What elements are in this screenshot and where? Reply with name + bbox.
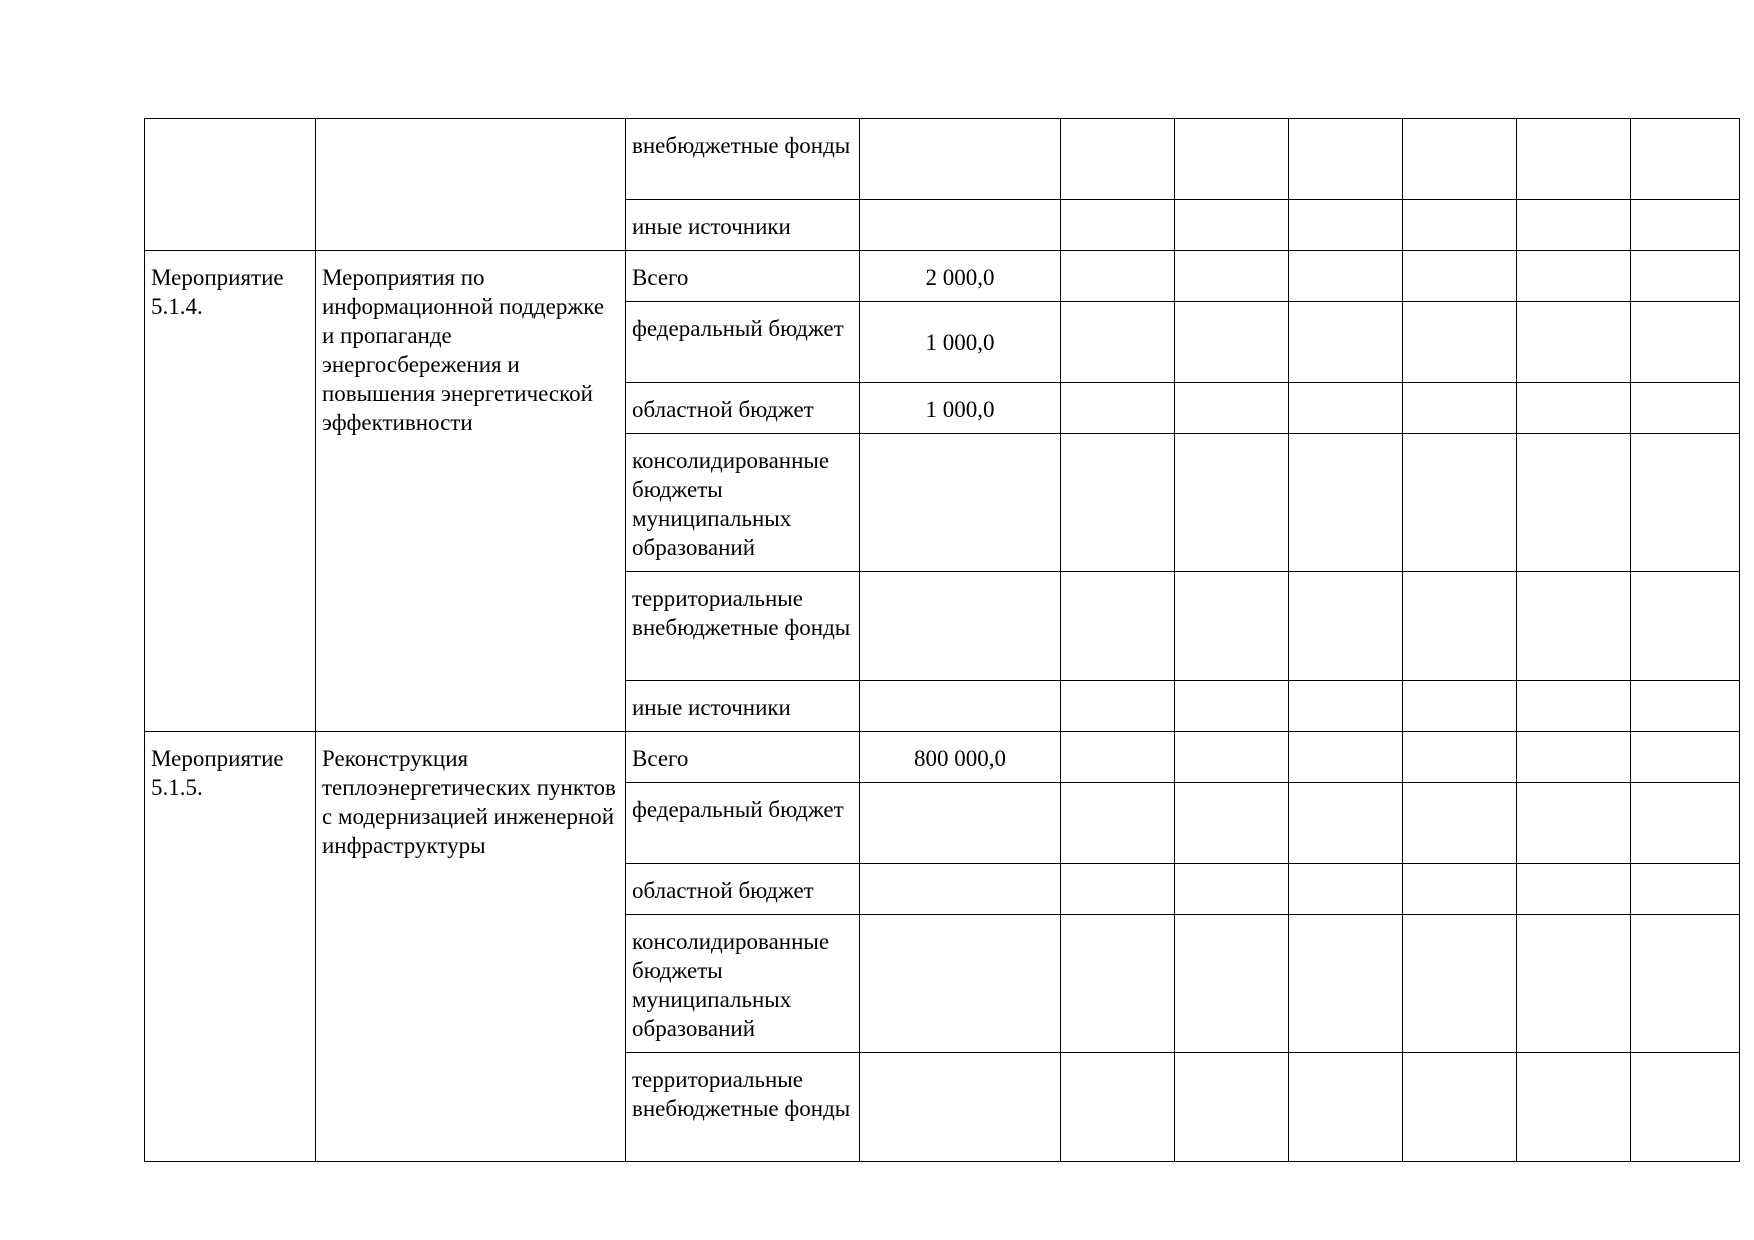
- empty-cell: [1631, 302, 1740, 383]
- empty-cell: [1289, 251, 1403, 302]
- empty-cell: [1631, 119, 1740, 200]
- source-label: областной бюджет: [626, 383, 860, 434]
- empty-cell: [1631, 434, 1740, 572]
- empty-cell: [1289, 434, 1403, 572]
- empty-cell: [1403, 302, 1517, 383]
- empty-cell: [1289, 119, 1403, 200]
- empty-cell: [1061, 383, 1175, 434]
- empty-cell: [1175, 302, 1289, 383]
- value-cell: [860, 681, 1061, 732]
- value-total: 2 000,0: [860, 251, 1061, 302]
- source-label: федеральный бюджет: [626, 302, 860, 383]
- empty-cell: [1061, 1053, 1175, 1162]
- empty-cell: [1175, 383, 1289, 434]
- empty-cell: [1517, 572, 1631, 681]
- value-cell: [860, 783, 1061, 864]
- empty-cell: [1517, 915, 1631, 1053]
- empty-cell: [1061, 864, 1175, 915]
- empty-cell: [1517, 434, 1631, 572]
- empty-cell: [1403, 200, 1517, 251]
- source-label: консолидированные бюджеты муниципальных образований: [626, 434, 860, 572]
- empty-cell: [1175, 434, 1289, 572]
- empty-cell: [1175, 251, 1289, 302]
- empty-cell: [1517, 200, 1631, 251]
- empty-cell: [1403, 915, 1517, 1053]
- empty-cell: [1517, 864, 1631, 915]
- empty-cell: [1289, 1053, 1403, 1162]
- empty-cell: [1061, 732, 1175, 783]
- empty-cell: [1631, 200, 1740, 251]
- value-cell: [860, 915, 1061, 1053]
- empty-cell: [1403, 1053, 1517, 1162]
- empty-cell: [1403, 251, 1517, 302]
- measure-title: Реконструкция теплоэнергетических пунктов с модернизацией инженерной инфраструктуры: [316, 732, 626, 1162]
- empty-cell: [1061, 783, 1175, 864]
- empty-cell: [1061, 119, 1175, 200]
- value-total: 800 000,0: [860, 732, 1061, 783]
- source-label: консолидированные бюджеты муниципальных образований: [626, 915, 860, 1053]
- empty-cell: [1631, 383, 1740, 434]
- budget-table: [144, 118, 1740, 1162]
- value-cell: [860, 119, 1061, 200]
- value-federal: 1 000,0: [860, 302, 1061, 383]
- empty-cell: [1517, 383, 1631, 434]
- empty-cell: [1061, 200, 1175, 251]
- value-cell: [860, 434, 1061, 572]
- empty-cell: [1289, 200, 1403, 251]
- source-label: территориальные внебюджетные фонды: [626, 572, 860, 681]
- table-row: [145, 732, 1740, 783]
- empty-cell: [1175, 572, 1289, 681]
- empty-cell: [1631, 915, 1740, 1053]
- empty-cell: [1631, 1053, 1740, 1162]
- measure-title: Мероприятия по информационной поддержке и пропаганде энергосбережения и повышения энергетической эффективности: [316, 251, 626, 732]
- empty-cell: [1631, 864, 1740, 915]
- empty-cell: [1517, 302, 1631, 383]
- empty-cell: [1517, 681, 1631, 732]
- empty-cell: [1517, 251, 1631, 302]
- source-label: областной бюджет: [626, 864, 860, 915]
- empty-cell: [1403, 732, 1517, 783]
- empty-cell: [1175, 783, 1289, 864]
- empty-cell: [1061, 434, 1175, 572]
- table-row: [145, 119, 1740, 200]
- empty-cell: [1175, 1053, 1289, 1162]
- measure-code-cell: [145, 119, 316, 251]
- value-regional: 1 000,0: [860, 383, 1061, 434]
- empty-cell: [1061, 915, 1175, 1053]
- empty-cell: [1289, 732, 1403, 783]
- source-label: Всего: [626, 732, 860, 783]
- empty-cell: [1175, 915, 1289, 1053]
- empty-cell: [1175, 681, 1289, 732]
- empty-cell: [1403, 783, 1517, 864]
- empty-cell: [1175, 864, 1289, 915]
- empty-cell: [1631, 783, 1740, 864]
- empty-cell: [1631, 251, 1740, 302]
- empty-cell: [1403, 383, 1517, 434]
- empty-cell: [1631, 572, 1740, 681]
- empty-cell: [1289, 302, 1403, 383]
- source-label: федеральный бюджет: [626, 783, 860, 864]
- empty-cell: [1403, 434, 1517, 572]
- empty-cell: [1517, 119, 1631, 200]
- empty-cell: [1517, 732, 1631, 783]
- source-label: территориальные внебюджетные фонды: [626, 1053, 860, 1162]
- measure-code: Мероприятие 5.1.4.: [145, 251, 316, 732]
- value-cell: [860, 200, 1061, 251]
- source-label: иные источники: [626, 681, 860, 732]
- measure-title-cell: [316, 119, 626, 251]
- empty-cell: [1289, 915, 1403, 1053]
- table-row: [145, 251, 1740, 302]
- empty-cell: [1175, 119, 1289, 200]
- empty-cell: [1517, 1053, 1631, 1162]
- source-label: внебюджетные фонды: [626, 119, 860, 200]
- empty-cell: [1403, 119, 1517, 200]
- empty-cell: [1631, 732, 1740, 783]
- empty-cell: [1289, 572, 1403, 681]
- source-label: Всего: [626, 251, 860, 302]
- empty-cell: [1631, 681, 1740, 732]
- empty-cell: [1403, 572, 1517, 681]
- empty-cell: [1175, 200, 1289, 251]
- empty-cell: [1061, 302, 1175, 383]
- measure-code: Мероприятие 5.1.5.: [145, 732, 316, 1162]
- empty-cell: [1289, 783, 1403, 864]
- empty-cell: [1289, 681, 1403, 732]
- value-cell: [860, 572, 1061, 681]
- empty-cell: [1403, 681, 1517, 732]
- empty-cell: [1061, 251, 1175, 302]
- empty-cell: [1289, 383, 1403, 434]
- empty-cell: [1175, 732, 1289, 783]
- empty-cell: [1061, 572, 1175, 681]
- empty-cell: [1517, 783, 1631, 864]
- value-cell: [860, 864, 1061, 915]
- empty-cell: [1403, 864, 1517, 915]
- empty-cell: [1061, 681, 1175, 732]
- value-cell: [860, 1053, 1061, 1162]
- empty-cell: [1289, 864, 1403, 915]
- source-label: иные источники: [626, 200, 860, 251]
